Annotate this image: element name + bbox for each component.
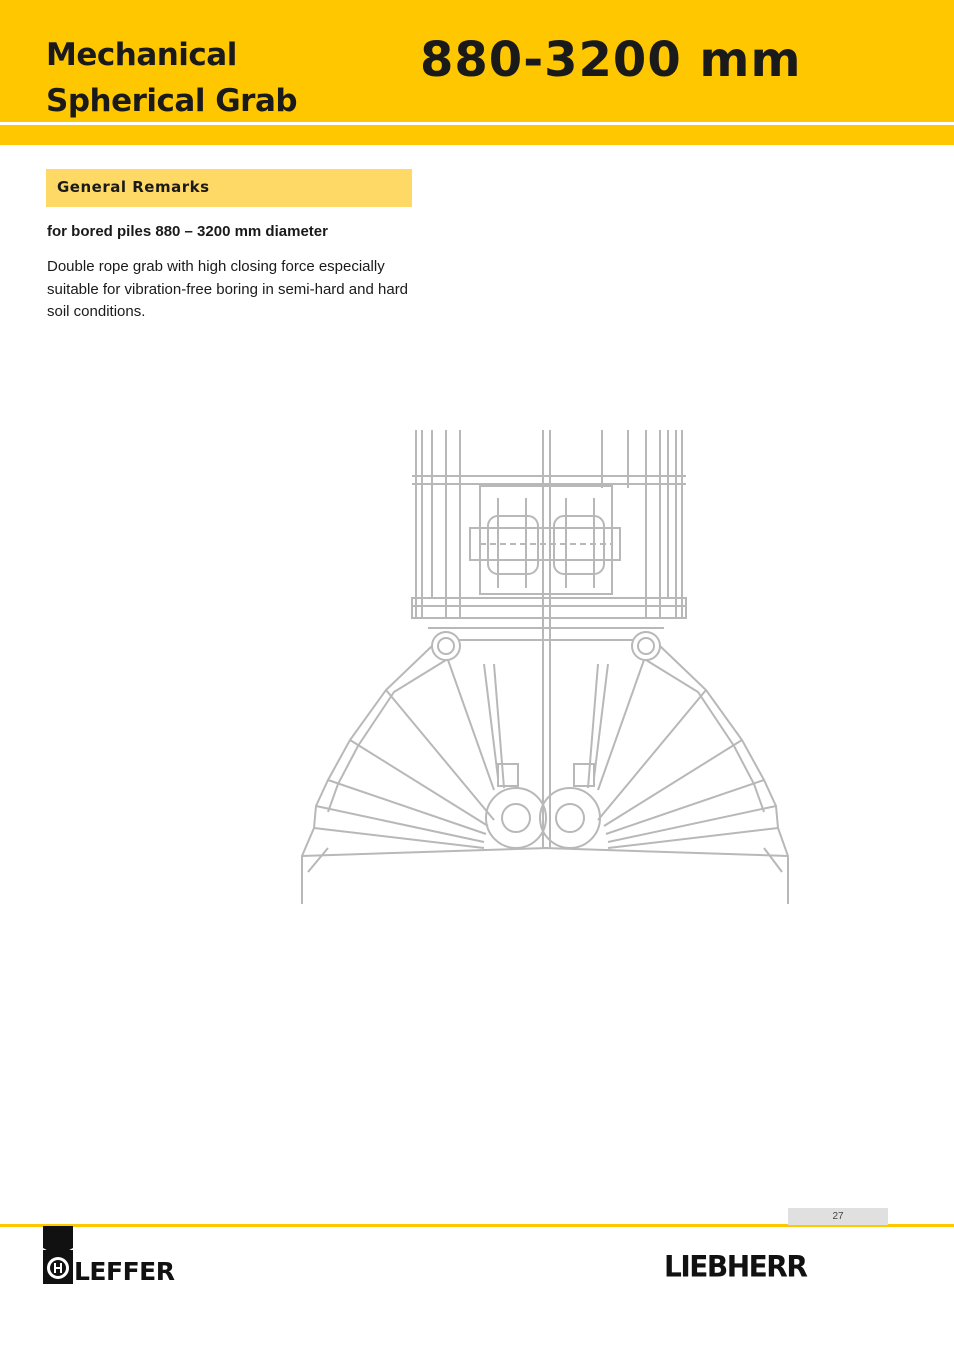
leffer-logo-text: LEFFER bbox=[74, 1257, 175, 1286]
body-text: Double rope grab with high closing force especially suitable for vibration-free boring in semi-hard and hard soil conditions. bbox=[47, 258, 409, 320]
section-header-box bbox=[46, 169, 412, 207]
size-range-title: 880-3200 mm bbox=[420, 32, 802, 88]
page-number: 27 bbox=[788, 1208, 888, 1225]
leffer-logo-icon bbox=[43, 1226, 73, 1284]
grab-right-shell bbox=[544, 646, 788, 904]
liebherr-logo-text: LIEBHERR bbox=[664, 1249, 807, 1284]
header-band bbox=[0, 125, 954, 145]
grab-hinges bbox=[428, 628, 664, 660]
section-label: General Remarks bbox=[57, 178, 210, 196]
subheading: for bored piles 880 – 3200 mm diameter bbox=[47, 223, 328, 240]
grab-sheaves bbox=[470, 486, 620, 594]
grab-technical-drawing bbox=[298, 428, 792, 906]
grab-left-shell bbox=[302, 646, 548, 904]
page-title: Mechanical Spherical Grab bbox=[46, 37, 298, 119]
